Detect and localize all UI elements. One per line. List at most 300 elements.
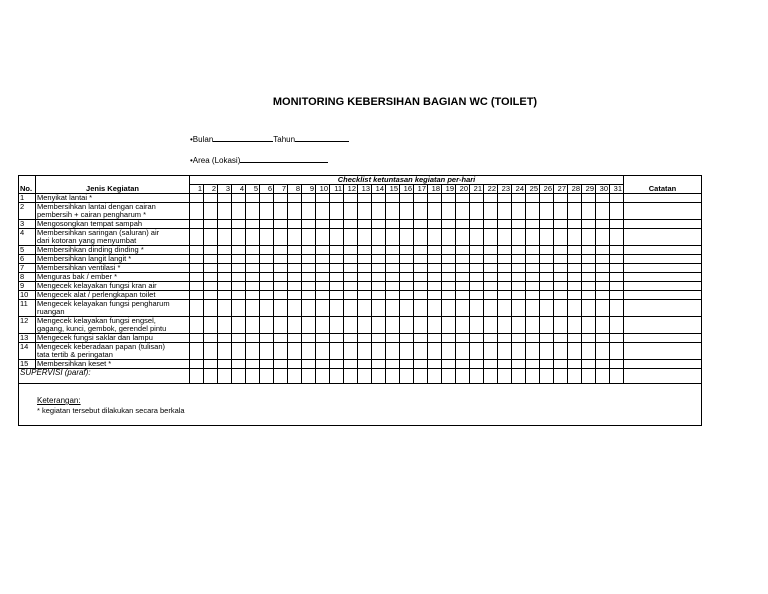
check-cell[interactable] xyxy=(414,203,428,220)
check-cell[interactable] xyxy=(246,282,260,291)
check-cell[interactable] xyxy=(260,246,274,255)
check-cell[interactable] xyxy=(330,343,344,360)
check-cell[interactable] xyxy=(554,317,568,334)
check-cell[interactable] xyxy=(232,203,246,220)
notes-cell[interactable] xyxy=(624,300,702,317)
check-cell[interactable] xyxy=(400,194,414,203)
check-cell[interactable] xyxy=(512,300,526,317)
signature-cell[interactable] xyxy=(484,369,498,384)
check-cell[interactable] xyxy=(470,282,484,291)
check-cell[interactable] xyxy=(526,203,540,220)
check-cell[interactable] xyxy=(204,343,218,360)
check-cell[interactable] xyxy=(386,203,400,220)
check-cell[interactable] xyxy=(358,273,372,282)
check-cell[interactable] xyxy=(470,229,484,246)
check-cell[interactable] xyxy=(610,291,624,300)
check-cell[interactable] xyxy=(456,264,470,273)
notes-cell[interactable] xyxy=(624,343,702,360)
check-cell[interactable] xyxy=(372,317,386,334)
signature-cell[interactable] xyxy=(596,369,610,384)
check-cell[interactable] xyxy=(358,255,372,264)
check-cell[interactable] xyxy=(512,246,526,255)
check-cell[interactable] xyxy=(316,255,330,264)
check-cell[interactable] xyxy=(512,264,526,273)
check-cell[interactable] xyxy=(260,360,274,369)
check-cell[interactable] xyxy=(372,300,386,317)
check-cell[interactable] xyxy=(218,229,232,246)
signature-cell[interactable] xyxy=(302,369,316,384)
check-cell[interactable] xyxy=(260,343,274,360)
check-cell[interactable] xyxy=(358,360,372,369)
check-cell[interactable] xyxy=(372,343,386,360)
signature-cell[interactable] xyxy=(540,369,554,384)
check-cell[interactable] xyxy=(330,255,344,264)
check-cell[interactable] xyxy=(512,220,526,229)
check-cell[interactable] xyxy=(428,334,442,343)
check-cell[interactable] xyxy=(274,273,288,282)
check-cell[interactable] xyxy=(568,255,582,264)
check-cell[interactable] xyxy=(204,255,218,264)
check-cell[interactable] xyxy=(344,282,358,291)
check-cell[interactable] xyxy=(386,317,400,334)
check-cell[interactable] xyxy=(568,300,582,317)
check-cell[interactable] xyxy=(372,334,386,343)
check-cell[interactable] xyxy=(470,273,484,282)
notes-cell[interactable] xyxy=(624,334,702,343)
check-cell[interactable] xyxy=(344,334,358,343)
check-cell[interactable] xyxy=(302,273,316,282)
check-cell[interactable] xyxy=(400,246,414,255)
check-cell[interactable] xyxy=(344,317,358,334)
check-cell[interactable] xyxy=(414,220,428,229)
check-cell[interactable] xyxy=(372,203,386,220)
check-cell[interactable] xyxy=(204,203,218,220)
check-cell[interactable] xyxy=(302,246,316,255)
check-cell[interactable] xyxy=(190,317,204,334)
check-cell[interactable] xyxy=(204,229,218,246)
check-cell[interactable] xyxy=(274,255,288,264)
check-cell[interactable] xyxy=(358,203,372,220)
check-cell[interactable] xyxy=(344,255,358,264)
check-cell[interactable] xyxy=(274,220,288,229)
month-input-line[interactable] xyxy=(213,134,273,142)
check-cell[interactable] xyxy=(372,229,386,246)
check-cell[interactable] xyxy=(330,264,344,273)
check-cell[interactable] xyxy=(582,220,596,229)
check-cell[interactable] xyxy=(232,273,246,282)
check-cell[interactable] xyxy=(232,360,246,369)
check-cell[interactable] xyxy=(428,264,442,273)
check-cell[interactable] xyxy=(568,343,582,360)
signature-cell[interactable] xyxy=(316,369,330,384)
check-cell[interactable] xyxy=(582,317,596,334)
check-cell[interactable] xyxy=(344,343,358,360)
check-cell[interactable] xyxy=(246,291,260,300)
signature-cell[interactable] xyxy=(204,369,218,384)
check-cell[interactable] xyxy=(470,264,484,273)
check-cell[interactable] xyxy=(414,291,428,300)
check-cell[interactable] xyxy=(610,194,624,203)
check-cell[interactable] xyxy=(596,264,610,273)
check-cell[interactable] xyxy=(554,300,568,317)
check-cell[interactable] xyxy=(512,360,526,369)
check-cell[interactable] xyxy=(498,317,512,334)
check-cell[interactable] xyxy=(288,220,302,229)
check-cell[interactable] xyxy=(190,300,204,317)
check-cell[interactable] xyxy=(512,282,526,291)
check-cell[interactable] xyxy=(498,334,512,343)
notes-cell[interactable] xyxy=(624,317,702,334)
check-cell[interactable] xyxy=(568,264,582,273)
check-cell[interactable] xyxy=(484,220,498,229)
check-cell[interactable] xyxy=(330,291,344,300)
check-cell[interactable] xyxy=(260,194,274,203)
check-cell[interactable] xyxy=(204,300,218,317)
check-cell[interactable] xyxy=(498,220,512,229)
check-cell[interactable] xyxy=(246,334,260,343)
check-cell[interactable] xyxy=(288,334,302,343)
check-cell[interactable] xyxy=(288,255,302,264)
check-cell[interactable] xyxy=(498,273,512,282)
check-cell[interactable] xyxy=(246,343,260,360)
check-cell[interactable] xyxy=(414,334,428,343)
signature-cell[interactable] xyxy=(386,369,400,384)
check-cell[interactable] xyxy=(470,203,484,220)
check-cell[interactable] xyxy=(484,264,498,273)
check-cell[interactable] xyxy=(610,246,624,255)
check-cell[interactable] xyxy=(540,273,554,282)
check-cell[interactable] xyxy=(344,246,358,255)
check-cell[interactable] xyxy=(330,317,344,334)
check-cell[interactable] xyxy=(316,203,330,220)
check-cell[interactable] xyxy=(484,194,498,203)
check-cell[interactable] xyxy=(596,334,610,343)
check-cell[interactable] xyxy=(302,229,316,246)
signature-cell[interactable] xyxy=(470,369,484,384)
check-cell[interactable] xyxy=(190,229,204,246)
check-cell[interactable] xyxy=(204,273,218,282)
check-cell[interactable] xyxy=(302,317,316,334)
check-cell[interactable] xyxy=(442,246,456,255)
check-cell[interactable] xyxy=(414,282,428,291)
check-cell[interactable] xyxy=(470,246,484,255)
check-cell[interactable] xyxy=(414,343,428,360)
check-cell[interactable] xyxy=(428,246,442,255)
check-cell[interactable] xyxy=(316,317,330,334)
check-cell[interactable] xyxy=(442,343,456,360)
check-cell[interactable] xyxy=(358,291,372,300)
check-cell[interactable] xyxy=(218,203,232,220)
check-cell[interactable] xyxy=(218,334,232,343)
check-cell[interactable] xyxy=(540,317,554,334)
signature-cell[interactable] xyxy=(554,369,568,384)
signature-cell[interactable] xyxy=(498,369,512,384)
signature-cell[interactable] xyxy=(372,369,386,384)
check-cell[interactable] xyxy=(232,334,246,343)
check-cell[interactable] xyxy=(260,282,274,291)
check-cell[interactable] xyxy=(596,317,610,334)
check-cell[interactable] xyxy=(568,203,582,220)
check-cell[interactable] xyxy=(596,194,610,203)
check-cell[interactable] xyxy=(218,282,232,291)
check-cell[interactable] xyxy=(428,194,442,203)
check-cell[interactable] xyxy=(554,246,568,255)
check-cell[interactable] xyxy=(484,300,498,317)
check-cell[interactable] xyxy=(526,255,540,264)
check-cell[interactable] xyxy=(512,317,526,334)
check-cell[interactable] xyxy=(442,360,456,369)
check-cell[interactable] xyxy=(442,220,456,229)
check-cell[interactable] xyxy=(526,273,540,282)
check-cell[interactable] xyxy=(204,264,218,273)
check-cell[interactable] xyxy=(386,360,400,369)
check-cell[interactable] xyxy=(288,291,302,300)
check-cell[interactable] xyxy=(330,282,344,291)
check-cell[interactable] xyxy=(288,203,302,220)
check-cell[interactable] xyxy=(288,360,302,369)
signature-cell[interactable] xyxy=(246,369,260,384)
check-cell[interactable] xyxy=(498,229,512,246)
check-cell[interactable] xyxy=(246,317,260,334)
check-cell[interactable] xyxy=(232,255,246,264)
check-cell[interactable] xyxy=(610,343,624,360)
check-cell[interactable] xyxy=(414,264,428,273)
check-cell[interactable] xyxy=(400,220,414,229)
check-cell[interactable] xyxy=(442,273,456,282)
check-cell[interactable] xyxy=(358,334,372,343)
check-cell[interactable] xyxy=(246,273,260,282)
check-cell[interactable] xyxy=(540,334,554,343)
check-cell[interactable] xyxy=(274,317,288,334)
check-cell[interactable] xyxy=(582,300,596,317)
check-cell[interactable] xyxy=(246,203,260,220)
check-cell[interactable] xyxy=(526,194,540,203)
check-cell[interactable] xyxy=(596,282,610,291)
check-cell[interactable] xyxy=(582,246,596,255)
check-cell[interactable] xyxy=(470,194,484,203)
check-cell[interactable] xyxy=(428,317,442,334)
check-cell[interactable] xyxy=(260,300,274,317)
check-cell[interactable] xyxy=(498,264,512,273)
check-cell[interactable] xyxy=(218,360,232,369)
check-cell[interactable] xyxy=(344,273,358,282)
check-cell[interactable] xyxy=(246,220,260,229)
check-cell[interactable] xyxy=(512,255,526,264)
check-cell[interactable] xyxy=(554,264,568,273)
check-cell[interactable] xyxy=(372,273,386,282)
check-cell[interactable] xyxy=(302,360,316,369)
signature-cell[interactable] xyxy=(358,369,372,384)
signature-cell[interactable] xyxy=(526,369,540,384)
signature-cell[interactable] xyxy=(288,369,302,384)
check-cell[interactable] xyxy=(288,273,302,282)
check-cell[interactable] xyxy=(540,229,554,246)
check-cell[interactable] xyxy=(232,291,246,300)
check-cell[interactable] xyxy=(610,300,624,317)
check-cell[interactable] xyxy=(596,203,610,220)
signature-cell[interactable] xyxy=(456,369,470,384)
check-cell[interactable] xyxy=(582,273,596,282)
check-cell[interactable] xyxy=(554,203,568,220)
check-cell[interactable] xyxy=(190,203,204,220)
check-cell[interactable] xyxy=(428,282,442,291)
check-cell[interactable] xyxy=(498,194,512,203)
check-cell[interactable] xyxy=(442,194,456,203)
check-cell[interactable] xyxy=(526,300,540,317)
check-cell[interactable] xyxy=(358,317,372,334)
check-cell[interactable] xyxy=(526,246,540,255)
signature-cell[interactable] xyxy=(414,369,428,384)
check-cell[interactable] xyxy=(232,343,246,360)
check-cell[interactable] xyxy=(428,203,442,220)
notes-cell[interactable] xyxy=(624,229,702,246)
check-cell[interactable] xyxy=(470,360,484,369)
check-cell[interactable] xyxy=(498,282,512,291)
check-cell[interactable] xyxy=(260,291,274,300)
check-cell[interactable] xyxy=(288,229,302,246)
check-cell[interactable] xyxy=(358,300,372,317)
check-cell[interactable] xyxy=(372,282,386,291)
signature-cell[interactable] xyxy=(274,369,288,384)
check-cell[interactable] xyxy=(260,317,274,334)
check-cell[interactable] xyxy=(414,317,428,334)
check-cell[interactable] xyxy=(344,264,358,273)
check-cell[interactable] xyxy=(456,194,470,203)
notes-cell[interactable] xyxy=(624,291,702,300)
check-cell[interactable] xyxy=(372,220,386,229)
check-cell[interactable] xyxy=(540,300,554,317)
check-cell[interactable] xyxy=(302,203,316,220)
check-cell[interactable] xyxy=(386,343,400,360)
check-cell[interactable] xyxy=(218,194,232,203)
check-cell[interactable] xyxy=(582,264,596,273)
check-cell[interactable] xyxy=(218,246,232,255)
check-cell[interactable] xyxy=(218,273,232,282)
check-cell[interactable] xyxy=(372,246,386,255)
check-cell[interactable] xyxy=(428,255,442,264)
check-cell[interactable] xyxy=(330,194,344,203)
check-cell[interactable] xyxy=(344,360,358,369)
check-cell[interactable] xyxy=(554,229,568,246)
check-cell[interactable] xyxy=(260,220,274,229)
check-cell[interactable] xyxy=(330,300,344,317)
check-cell[interactable] xyxy=(190,264,204,273)
check-cell[interactable] xyxy=(260,203,274,220)
check-cell[interactable] xyxy=(330,246,344,255)
check-cell[interactable] xyxy=(442,264,456,273)
check-cell[interactable] xyxy=(274,229,288,246)
notes-cell[interactable] xyxy=(624,264,702,273)
check-cell[interactable] xyxy=(400,282,414,291)
check-cell[interactable] xyxy=(414,229,428,246)
check-cell[interactable] xyxy=(246,300,260,317)
check-cell[interactable] xyxy=(316,300,330,317)
check-cell[interactable] xyxy=(428,300,442,317)
check-cell[interactable] xyxy=(316,334,330,343)
notes-cell[interactable] xyxy=(624,255,702,264)
signature-cell[interactable] xyxy=(190,369,204,384)
check-cell[interactable] xyxy=(204,246,218,255)
check-cell[interactable] xyxy=(582,282,596,291)
check-cell[interactable] xyxy=(414,246,428,255)
check-cell[interactable] xyxy=(302,291,316,300)
check-cell[interactable] xyxy=(302,343,316,360)
check-cell[interactable] xyxy=(400,360,414,369)
check-cell[interactable] xyxy=(568,246,582,255)
signature-cell[interactable] xyxy=(232,369,246,384)
signature-cell[interactable] xyxy=(218,369,232,384)
signature-cell[interactable] xyxy=(512,369,526,384)
check-cell[interactable] xyxy=(386,229,400,246)
signature-cell[interactable] xyxy=(582,369,596,384)
check-cell[interactable] xyxy=(218,255,232,264)
check-cell[interactable] xyxy=(204,194,218,203)
check-cell[interactable] xyxy=(554,282,568,291)
check-cell[interactable] xyxy=(232,282,246,291)
check-cell[interactable] xyxy=(498,246,512,255)
check-cell[interactable] xyxy=(512,291,526,300)
check-cell[interactable] xyxy=(456,317,470,334)
check-cell[interactable] xyxy=(456,343,470,360)
check-cell[interactable] xyxy=(484,291,498,300)
signature-cell[interactable] xyxy=(330,369,344,384)
check-cell[interactable] xyxy=(540,282,554,291)
check-cell[interactable] xyxy=(596,343,610,360)
check-cell[interactable] xyxy=(358,194,372,203)
signature-cell[interactable] xyxy=(400,369,414,384)
check-cell[interactable] xyxy=(540,360,554,369)
check-cell[interactable] xyxy=(414,273,428,282)
check-cell[interactable] xyxy=(316,273,330,282)
check-cell[interactable] xyxy=(260,264,274,273)
check-cell[interactable] xyxy=(484,246,498,255)
check-cell[interactable] xyxy=(554,343,568,360)
check-cell[interactable] xyxy=(274,282,288,291)
check-cell[interactable] xyxy=(470,255,484,264)
check-cell[interactable] xyxy=(554,291,568,300)
check-cell[interactable] xyxy=(190,220,204,229)
check-cell[interactable] xyxy=(400,334,414,343)
check-cell[interactable] xyxy=(316,229,330,246)
check-cell[interactable] xyxy=(610,264,624,273)
check-cell[interactable] xyxy=(596,229,610,246)
check-cell[interactable] xyxy=(442,255,456,264)
check-cell[interactable] xyxy=(582,255,596,264)
check-cell[interactable] xyxy=(456,220,470,229)
signature-cell[interactable] xyxy=(260,369,274,384)
check-cell[interactable] xyxy=(204,220,218,229)
check-cell[interactable] xyxy=(274,334,288,343)
check-cell[interactable] xyxy=(330,220,344,229)
check-cell[interactable] xyxy=(554,194,568,203)
check-cell[interactable] xyxy=(428,291,442,300)
check-cell[interactable] xyxy=(484,343,498,360)
check-cell[interactable] xyxy=(554,273,568,282)
check-cell[interactable] xyxy=(316,360,330,369)
check-cell[interactable] xyxy=(344,291,358,300)
check-cell[interactable] xyxy=(456,282,470,291)
check-cell[interactable] xyxy=(610,334,624,343)
check-cell[interactable] xyxy=(568,282,582,291)
check-cell[interactable] xyxy=(316,282,330,291)
check-cell[interactable] xyxy=(568,360,582,369)
check-cell[interactable] xyxy=(400,300,414,317)
check-cell[interactable] xyxy=(386,220,400,229)
check-cell[interactable] xyxy=(330,273,344,282)
check-cell[interactable] xyxy=(428,360,442,369)
check-cell[interactable] xyxy=(456,300,470,317)
check-cell[interactable] xyxy=(596,246,610,255)
